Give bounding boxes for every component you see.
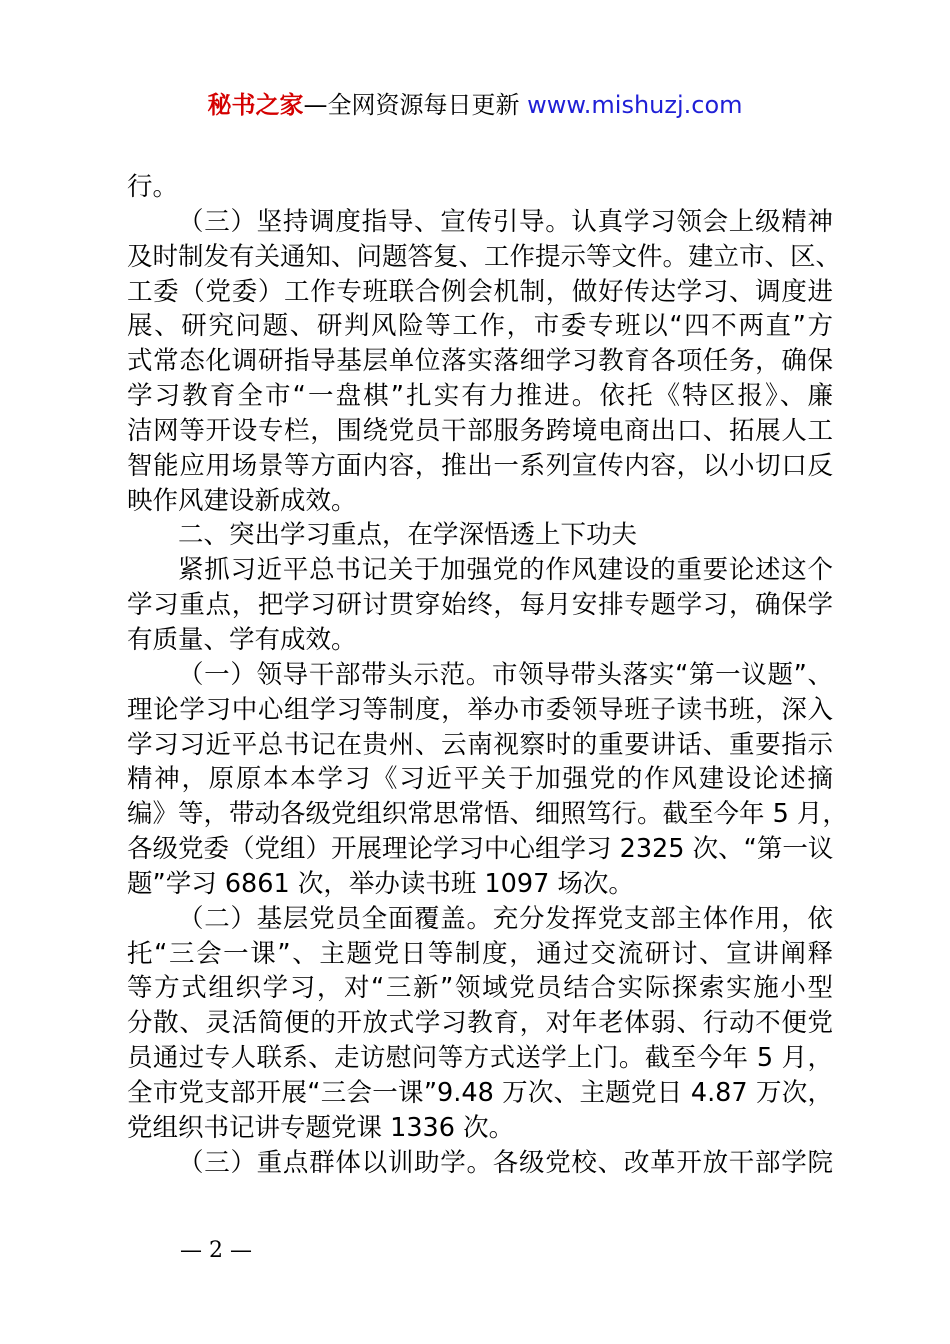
text-line: 托“三会一课”、主题党日等制度，通过交流研讨、宣讲阐释 [127,938,833,969]
document-body [127,170,848,1180]
brand-name: 秘书之家 [207,91,304,119]
text-line: 员通过专人联系、走访慰问等方式送学上门。截至今年 5 月， [127,1043,833,1074]
text-line: 展、研究问题、研判风险等工作，市委专班以“四不两直”方 [127,311,833,342]
text-line: 紧抓习近平总书记关于加强党的作风建设的重要论述这个 [178,555,833,586]
page-number: — 2 — [180,1238,252,1263]
text-line: （三）坚持调度指导、宣传引导。认真学习领会上级精神 [178,206,833,237]
site-header [0,88,950,122]
text-line: 及时制发有关通知、问题答复、工作提示等文件。建立市、区、 [127,241,842,272]
text-line: 有质量、学有成效。 [127,624,357,655]
text-line: 党组织书记讲专题党课 1336 次。 [127,1112,515,1143]
text-line: 式常态化调研指导基层单位落实落细学习教育各项任务，确保 [127,346,833,377]
text-line: 映作风建设新成效。 [127,485,357,516]
text-line: 学习教育全市“一盘棋”扎实有力推进。依托《特区报》、廉 [127,381,833,412]
slogan: —全网资源每日更新 [303,91,520,119]
text-line: 二、突出学习重点，在学深悟透上下功夫 [178,520,638,551]
text-line: 学习习近平总书记在贵州、云南视察时的重要讲话、重要指示 [127,729,833,760]
text-line: 智能应用场景等方面内容，推出一系列宣传内容，以小切口反 [127,450,833,481]
text-line: 理论学习中心组学习等制度，举办市委领导班子读书班，深入 [127,694,833,725]
text-line: 全市党支部开展“三会一课”9.48 万次、主题党日 4.87 万次， [127,1077,833,1108]
text-line: 工委（党委）工作专班联合例会机制，做好传达学习、调度进 [127,276,833,307]
text-line: 精神，原原本本学习《习近平关于加强党的作风建设论述摘 [127,764,833,795]
text-line: 分散、灵活简便的开放式学习教育，对年老体弱、行动不便党 [127,1008,833,1039]
text-line: （二）基层党员全面覆盖。充分发挥党支部主体作用，依 [178,903,833,934]
text-line: （三）重点群体以训助学。各级党校、改革开放干部学院 [178,1147,833,1178]
site-url-link[interactable]: www.mishuzj.com [527,91,743,119]
text-line: 等方式组织学习，对“三新”领域党员结合实际探索实施小型 [127,973,833,1004]
text-line: 编》等，带动各级党组织常思常悟、细照笃行。截至今年 5 月， [127,799,848,830]
text-line: 各级党委（党组）开展理论学习中心组学习 2325 次、“第一议 [127,834,834,865]
text-line: 洁网等开设专栏，围绕党员干部服务跨境电商出口、拓展人工 [127,415,833,446]
text-line: 题”学习 6861 次，举办读书班 1097 场次。 [127,868,634,899]
text-line: 学习重点，把学习研讨贯穿始终，每月安排专题学习，确保学 [127,590,833,621]
text-line: 行。 [127,172,179,202]
text-line: （一）领导干部带头示范。市领导带头落实“第一议题”、 [178,659,833,690]
